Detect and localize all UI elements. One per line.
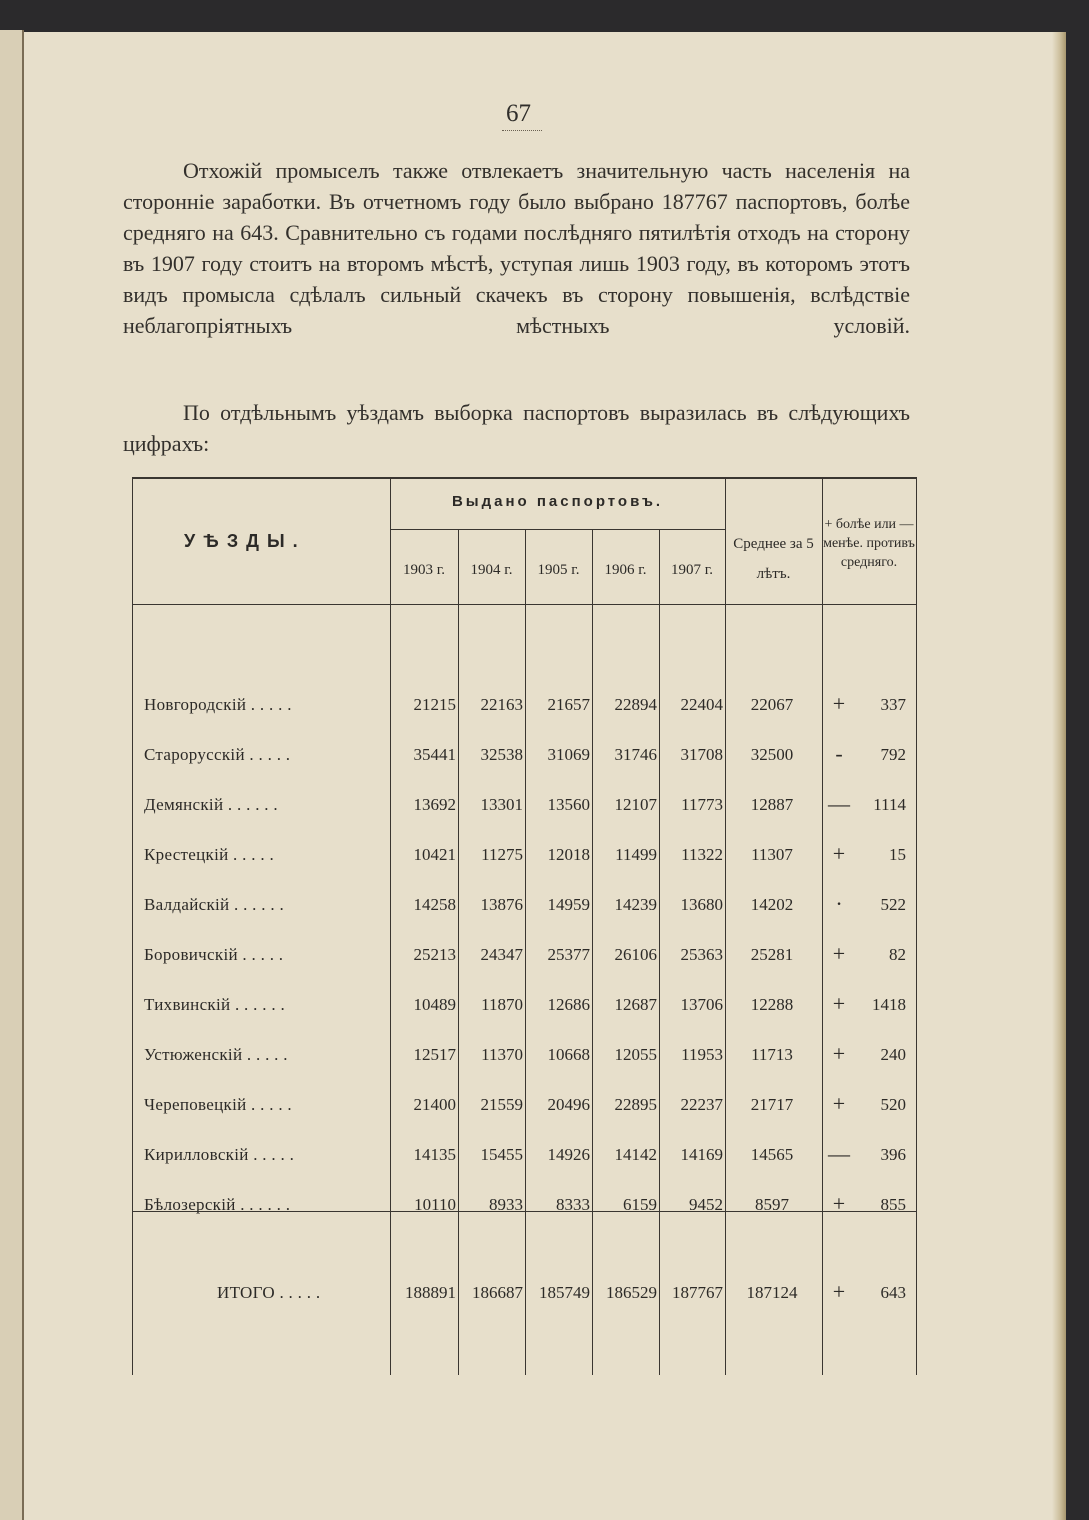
book-page xyxy=(24,32,1066,1520)
year-value: 32538 xyxy=(480,745,523,764)
year-value: 14142 xyxy=(614,1145,657,1164)
deviation-value: 855 xyxy=(880,1195,906,1214)
passport-table xyxy=(132,477,917,1375)
year-value: 11773 xyxy=(681,795,723,814)
year-value: 13876 xyxy=(480,895,523,914)
deviation-sign: + xyxy=(832,1091,846,1116)
average-header: Среднее за 5 лѣтъ. xyxy=(733,536,814,582)
adjacent-page-edge xyxy=(0,30,24,1520)
district-name: Кирилловскій . . . . . xyxy=(144,1145,295,1164)
year-value: 22894 xyxy=(614,695,657,714)
year-value: 10110 xyxy=(414,1195,456,1214)
year-value: 35441 xyxy=(413,745,456,764)
district-name: Новгородскій . . . . . xyxy=(144,695,292,714)
year-1907-header: 1907 г. xyxy=(671,562,713,578)
paragraph-1 xyxy=(123,155,910,341)
year-value: 14959 xyxy=(547,895,590,914)
total-average: 187124 xyxy=(746,1283,798,1302)
deviation-value: 240 xyxy=(880,1045,906,1064)
deviation-value: 82 xyxy=(889,945,906,964)
average-value: 32500 xyxy=(750,745,794,764)
year-value: 22895 xyxy=(614,1095,657,1114)
deviation-sign: · xyxy=(835,891,843,916)
deviation-sign: + xyxy=(832,1041,846,1066)
deviation-sign: — xyxy=(828,1141,850,1166)
year-value: 24347 xyxy=(480,945,523,964)
year-value: 31746 xyxy=(614,745,657,764)
issued-header: Выдано паспортовъ. xyxy=(451,493,664,510)
district-name: Валдайскій . . . . . . xyxy=(144,895,285,914)
issued-subheader-rule xyxy=(390,529,725,530)
deviation-header: + болѣе или — менѣе. противъ средняго. xyxy=(823,517,915,570)
year-1906-header: 1906 г. xyxy=(604,562,647,578)
table-top-rule xyxy=(132,477,917,479)
year-value: 11870 xyxy=(481,995,523,1014)
total-value: 185749 xyxy=(539,1283,590,1302)
total-value: 186529 xyxy=(606,1283,657,1302)
year-value: 11370 xyxy=(481,1045,523,1064)
year-value: 20496 xyxy=(547,1095,590,1114)
deviation-value: 522 xyxy=(880,895,906,914)
total-value: 186687 xyxy=(472,1283,523,1302)
year-value: 31069 xyxy=(547,745,590,764)
year-value: 12686 xyxy=(547,995,590,1014)
year-1905-header: 1905 г. xyxy=(537,562,580,578)
year-value: 13692 xyxy=(413,795,456,814)
year-value: 21559 xyxy=(480,1095,523,1114)
total-value: 187767 xyxy=(672,1283,723,1302)
total-deviation: 643 xyxy=(880,1283,906,1302)
district-name: Демянскій . . . . . . xyxy=(144,795,278,814)
year-value: 14169 xyxy=(680,1145,723,1164)
average-value: 14565 xyxy=(750,1145,794,1164)
deviation-value: 792 xyxy=(880,745,906,764)
deviation-value: 337 xyxy=(880,695,906,714)
district-name: Старорусскій . . . . . xyxy=(144,745,291,764)
paragraph-2-text: По отдѣльнымъ уѣздамъ выборка паспортовъ выразилась въ слѣдующихъ цифрахъ: xyxy=(123,400,910,456)
deviation-sign: — xyxy=(828,791,850,816)
uezdy-header: УѢЗДЫ. xyxy=(184,531,306,551)
deviation-sign: + xyxy=(832,941,846,966)
year-value: 11499 xyxy=(615,845,657,864)
year-value: 31708 xyxy=(680,745,723,764)
year-value: 13560 xyxy=(547,795,590,814)
year-value: 14258 xyxy=(413,895,456,914)
deviation-sign: - xyxy=(835,741,843,766)
year-value: 12107 xyxy=(614,795,657,814)
year-1904-header: 1904 г. xyxy=(470,562,513,578)
district-name: Крестецкій . . . . . xyxy=(144,845,275,864)
year-value: 14135 xyxy=(413,1145,456,1164)
average-value: 11713 xyxy=(751,1045,793,1064)
col-divider xyxy=(822,477,823,1375)
paragraph-2 xyxy=(123,397,910,459)
average-value: 12288 xyxy=(750,995,794,1014)
deviation-sign: + xyxy=(832,841,846,866)
year-value: 22163 xyxy=(480,695,523,714)
page-edge-shadow xyxy=(1052,32,1066,1520)
average-value: 25281 xyxy=(750,945,794,964)
deviation-value: 1418 xyxy=(872,995,906,1014)
average-value: 14202 xyxy=(750,895,794,914)
year-value: 25363 xyxy=(680,945,723,964)
year-value: 13706 xyxy=(680,995,723,1014)
year-value: 22237 xyxy=(680,1095,723,1114)
year-value: 10489 xyxy=(413,995,456,1014)
year-value: 21657 xyxy=(547,695,590,714)
deviation-sign: + xyxy=(832,1191,846,1216)
year-value: 12517 xyxy=(413,1045,456,1064)
col-divider xyxy=(390,477,391,1375)
year-value: 8933 xyxy=(489,1195,523,1214)
deviation-value: 396 xyxy=(880,1145,906,1164)
total-label: ИТОГО . . . . . xyxy=(217,1283,321,1302)
year-value: 12018 xyxy=(547,845,590,864)
district-name: Череповецкій . . . . . xyxy=(144,1095,292,1114)
year-value: 11322 xyxy=(681,845,723,864)
paragraph-1-text: Отхожій промыселъ также отвлекаетъ значительную часть населенія на сторонніе заработки. Въ отчетномъ году было выбрано 187767 паспортовъ, болѣе средняго на 643. Сравнительно съ годами послѣдняго пятилѣтія отходъ на сторону въ 1907 году стоитъ на второмъ мѣстѣ, уступая лишь 1903 году, въ которомъ этотъ видъ промысла сдѣлалъ сильный скачекъ въ сторону повышенія, вслѣдствіе неблагопріятныхъ мѣстныхъ условій. xyxy=(123,158,910,338)
year-value: 11275 xyxy=(481,845,523,864)
year-value: 25213 xyxy=(413,945,456,964)
year-value: 12687 xyxy=(614,995,657,1014)
table-left-border xyxy=(132,477,133,1375)
col-divider xyxy=(725,477,726,1375)
average-value: 21717 xyxy=(750,1095,794,1114)
district-name: Бѣлозерскій . . . . . . xyxy=(144,1195,291,1214)
year-value: 15455 xyxy=(480,1145,523,1164)
year-value: 22404 xyxy=(680,695,723,714)
page-number: 67 xyxy=(506,100,531,127)
deviation-value: 1114 xyxy=(873,795,906,814)
total-value: 188891 xyxy=(405,1283,456,1302)
average-value: 8597 xyxy=(755,1195,789,1214)
deviation-value: 520 xyxy=(880,1095,906,1114)
deviation-sign: + xyxy=(832,691,846,716)
average-value: 22067 xyxy=(750,695,794,714)
district-name: Боровичскій . . . . . xyxy=(144,945,284,964)
page-number-ornament xyxy=(502,130,542,131)
average-value: 12887 xyxy=(750,795,794,814)
deviation-sign: + xyxy=(832,1279,846,1304)
year-value: 12055 xyxy=(614,1045,657,1064)
deviation-sign: + xyxy=(832,991,846,1016)
deviation-value: 15 xyxy=(889,845,906,864)
year-value: 21400 xyxy=(413,1095,456,1114)
year-value: 10668 xyxy=(547,1045,590,1064)
year-value: 21215 xyxy=(413,695,456,714)
year-value: 6159 xyxy=(623,1195,657,1214)
average-value: 11307 xyxy=(751,845,793,864)
year-value: 13301 xyxy=(480,795,523,814)
year-value: 10421 xyxy=(413,845,456,864)
district-name: Устюженскій . . . . . xyxy=(144,1045,288,1064)
year-value: 26106 xyxy=(614,945,657,964)
year-value: 13680 xyxy=(680,895,723,914)
year-value: 11953 xyxy=(681,1045,723,1064)
district-name: Тихвинскій . . . . . . xyxy=(144,995,286,1014)
year-value: 8333 xyxy=(556,1195,590,1214)
year-value: 25377 xyxy=(547,945,590,964)
year-1903-header: 1903 г. xyxy=(403,562,445,578)
table-right-border xyxy=(916,477,917,1375)
year-value: 14926 xyxy=(547,1145,590,1164)
year-value: 9452 xyxy=(689,1195,723,1214)
year-value: 14239 xyxy=(614,895,657,914)
